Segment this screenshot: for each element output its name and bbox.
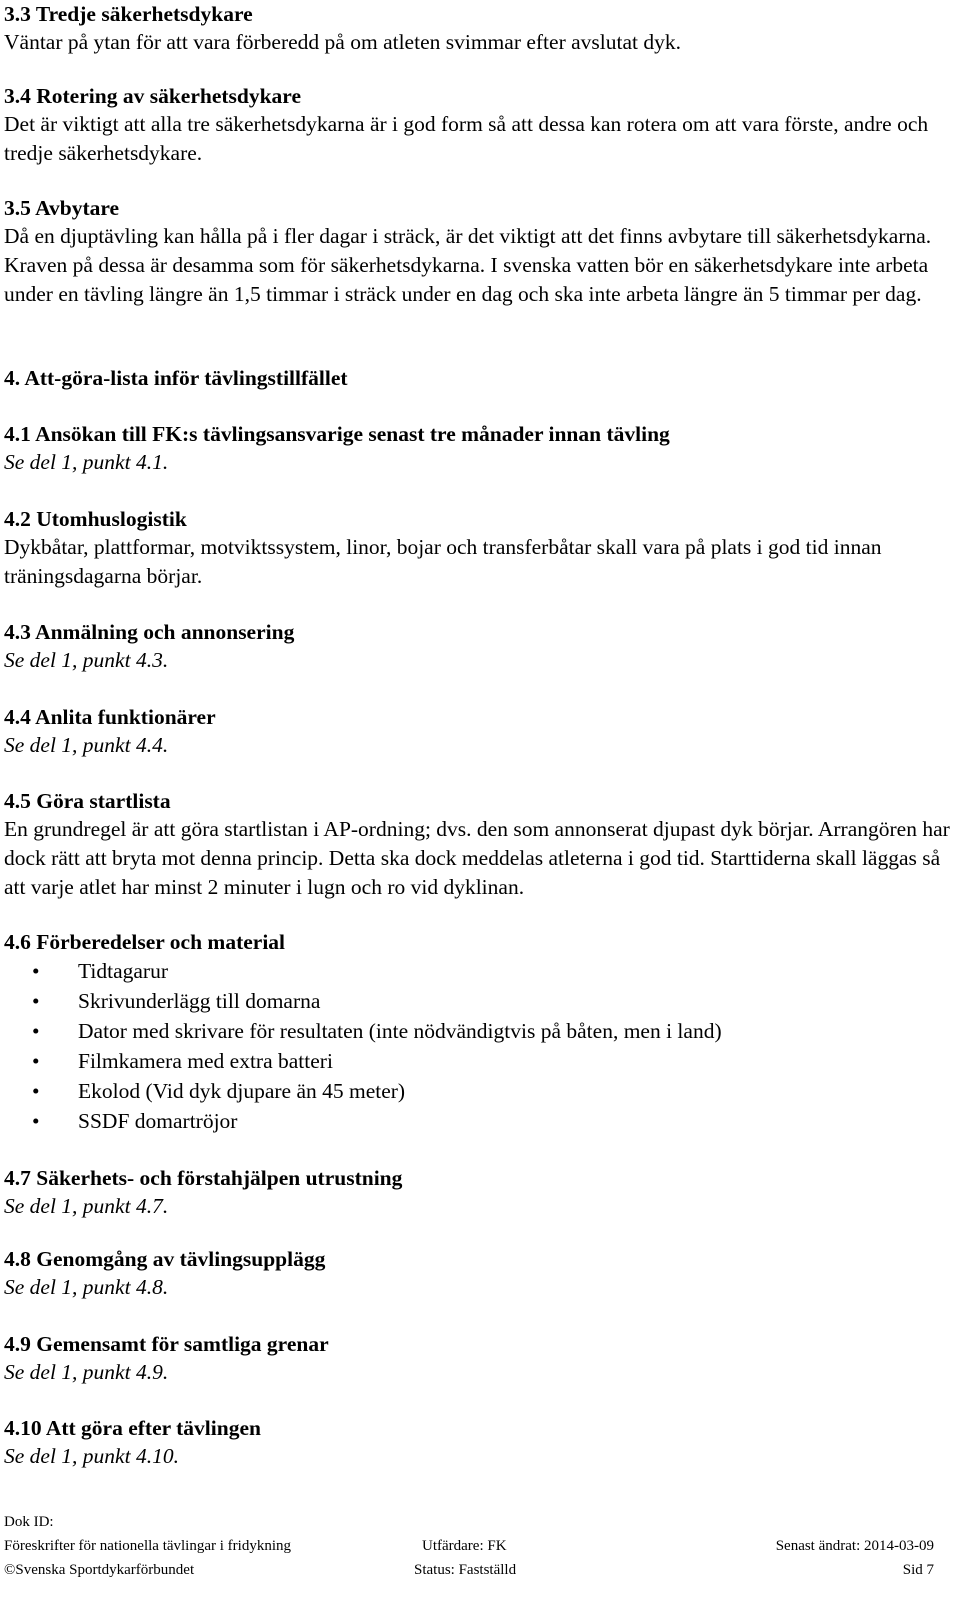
- page-number: Sid 7: [902, 1562, 934, 1578]
- list-item: • Ekolod (Vid dyk djupare än 45 meter): [4, 1076, 952, 1106]
- section-heading: 4.8 Genomgång av tävlingsupplägg: [4, 1247, 326, 1271]
- section-4-4: [4, 703, 952, 759]
- section-4-3: [4, 618, 952, 674]
- bullet-icon: •: [32, 1049, 40, 1073]
- section-heading: 4. Att-göra-lista inför tävlingstillfället: [4, 366, 348, 390]
- section-4-2: [4, 505, 952, 591]
- section-reference: Se del 1, punkt 4.10.: [4, 1444, 179, 1468]
- section-4-1: [4, 420, 952, 476]
- section-4-9: [4, 1330, 952, 1386]
- section-reference: Se del 1, punkt 4.8.: [4, 1275, 169, 1299]
- section-text: Dykbåtar, plattformar, motviktssystem, linor, bojar och transferbåtar skall vara på plats i god tid innan träningsdagarna börjar.: [4, 535, 882, 588]
- list-item: • Dator med skrivare för resultaten (inte nödvändigtvis på båten, men i land): [4, 1016, 952, 1046]
- bullet-icon: •: [32, 1019, 40, 1043]
- section-text: En grundregel är att göra startlistan i AP-ordning; dvs. den som annonserat djupast dyk börjar. Arrangören har dock rätt att bryta mot denna princip. Detta ska dock meddelas atleterna i god tid. Starttiderna skall läggas så att varje atlet har minst 2 minuter i lugn och ro vid dyklinan.: [4, 817, 950, 899]
- section-heading: 3.5 Avbytare: [4, 196, 120, 220]
- section-4-6: [4, 928, 952, 1136]
- bullet-icon: •: [32, 959, 40, 983]
- footer-row-2: [4, 1534, 934, 1558]
- section-reference: Se del 1, punkt 4.7.: [4, 1194, 169, 1218]
- section-reference: Se del 1, punkt 4.4.: [4, 733, 169, 757]
- list-item: • Skrivunderlägg till domarna: [4, 986, 952, 1016]
- section-reference: Se del 1, punkt 4.9.: [4, 1360, 169, 1384]
- document-title: Föreskrifter för nationella tävlingar i fridykning: [4, 1538, 291, 1554]
- materials-list: [4, 956, 952, 1136]
- section-3-3: [4, 0, 952, 57]
- section-heading: 4.5 Göra startlista: [4, 789, 171, 813]
- section-reference: Se del 1, punkt 4.1.: [4, 450, 169, 474]
- section-reference: Se del 1, punkt 4.3.: [4, 648, 169, 672]
- page-footer: [4, 1510, 934, 1582]
- section-heading: 4.2 Utomhuslogistik: [4, 507, 187, 531]
- section-heading: 4.4 Anlita funktionärer: [4, 705, 216, 729]
- section-3-4: [4, 82, 952, 168]
- section-heading: 4.9 Gemensamt för samtliga grenar: [4, 1332, 329, 1356]
- list-item: • SSDF domartröjor: [4, 1106, 952, 1136]
- section-4-5: [4, 787, 952, 902]
- status: Status: Fastställd: [414, 1562, 517, 1578]
- section-text: Väntar på ytan för att vara förberedd på om atleten svimmar efter avslutat dyk.: [4, 30, 681, 54]
- section-heading: 4.10 Att göra efter tävlingen: [4, 1416, 261, 1440]
- list-item: • Filmkamera med extra batteri: [4, 1046, 952, 1076]
- copyright: ©Svenska Sportdykarförbundet: [4, 1562, 195, 1578]
- section-heading: 3.4 Rotering av säkerhetsdykare: [4, 84, 302, 108]
- issuer: Utfärdare: FK: [422, 1538, 507, 1554]
- section-heading: 4.3 Anmälning och annonsering: [4, 620, 295, 644]
- footer-row-1: [4, 1510, 934, 1534]
- section-heading: 4.1 Ansökan till FK:s tävlingsansvarige senast tre månader innan tävling: [4, 422, 670, 446]
- bullet-icon: •: [32, 1079, 40, 1103]
- section-4-7: [4, 1164, 952, 1220]
- section-4: [4, 364, 952, 392]
- list-item: • Tidtagarur: [4, 956, 952, 986]
- doc-id-label: Dok ID:: [4, 1514, 54, 1530]
- bullet-icon: •: [32, 989, 40, 1013]
- last-changed: Senast ändrat: 2014-03-09: [775, 1538, 934, 1554]
- section-heading: 3.3 Tredje säkerhetsdykare: [4, 2, 253, 26]
- section-heading: 4.7 Säkerhets- och förstahjälpen utrustning: [4, 1166, 403, 1190]
- section-4-10: [4, 1414, 952, 1470]
- section-text: Det är viktigt att alla tre säkerhetsdykarna är i god form så att dessa kan rotera om att vara förste, andre och tredje säkerhetsdykare.: [4, 112, 929, 165]
- section-text: Då en djuptävling kan hålla på i fler dagar i sträck, är det viktigt att det finns avbytare till säkerhetsdykarna. Kraven på dessa är desamma som för säkerhetsdykarna. I svenska vatten bör en säkerhetsdykare inte arbeta under en tävling längre än 1,5 timmar i sträck under en dag och ska inte arbeta längre än 5 timmar per dag.: [4, 224, 932, 306]
- section-3-5: [4, 194, 952, 309]
- section-heading: 4.6 Förberedelser och material: [4, 930, 286, 954]
- footer-row-3: [4, 1558, 934, 1582]
- section-4-8: [4, 1245, 952, 1301]
- bullet-icon: •: [32, 1109, 40, 1133]
